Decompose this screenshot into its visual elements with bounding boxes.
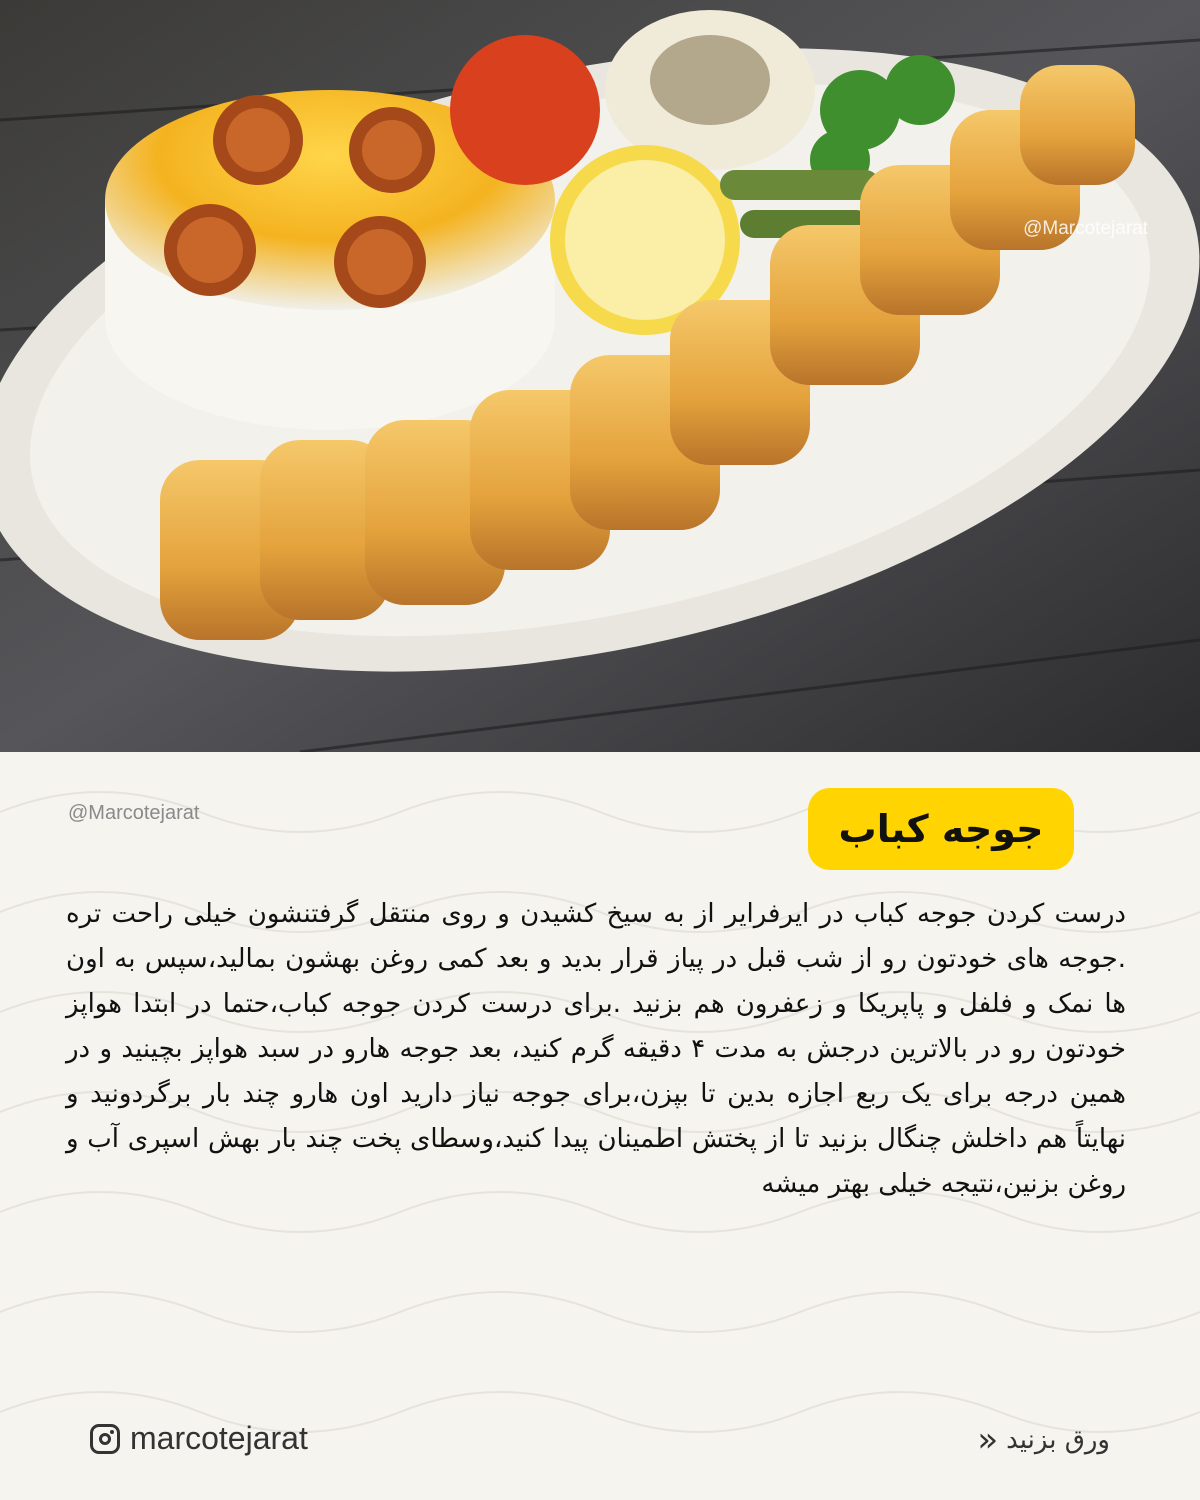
recipe-card	[0, 752, 1200, 1500]
instagram-link[interactable]	[90, 1420, 308, 1457]
recipe-description: درست کردن جوجه کباب در ایرفرایر از به سیخ کشیدن و روی منتقل گرفتنشون خیلی راحت تره .جوجه های خودتون رو از شب قبل در پیاز قرار بدید و بعد کمی روغن بهشون بمالید،سپس به اون ها نمک و فلفل و پاپریکا و زعفرون هم بزنید .برای درست کردن جوجه کباب،حتما در ابتدا هواپز خودتون رو در بالاترین درجش به مدت ۴ دقیقه گرم کنید، بعد جوجه هارو در سبد هواپز بچینید و در همین درجه برای یک ربع اجازه بدین تا بپزن،برای جوجه نیاز دارید اون هارو چند بار برگردونید و نهایتاً هم داخلش چنگال بزنید تا از پختش اطمینان پیدا کنید،وسطای پخت چند بار بهش اسپری آب و روغن بزنین،نتیجه خیلی بهتر میشه	[66, 899, 1126, 1199]
swipe-label: ورق بزنید	[1006, 1425, 1110, 1455]
photo-watermark: @Marcotejarat	[1023, 218, 1148, 239]
double-chevron-icon: «	[977, 1420, 999, 1460]
swipe-next-button[interactable]	[977, 1420, 1110, 1460]
account-handle: @Marcotejarat	[68, 802, 200, 824]
title-badge	[808, 788, 1074, 870]
recipe-title: جوجه کباب	[838, 807, 1044, 851]
instagram-handle: marcotejarat	[130, 1420, 308, 1456]
instagram-icon	[90, 1424, 120, 1454]
